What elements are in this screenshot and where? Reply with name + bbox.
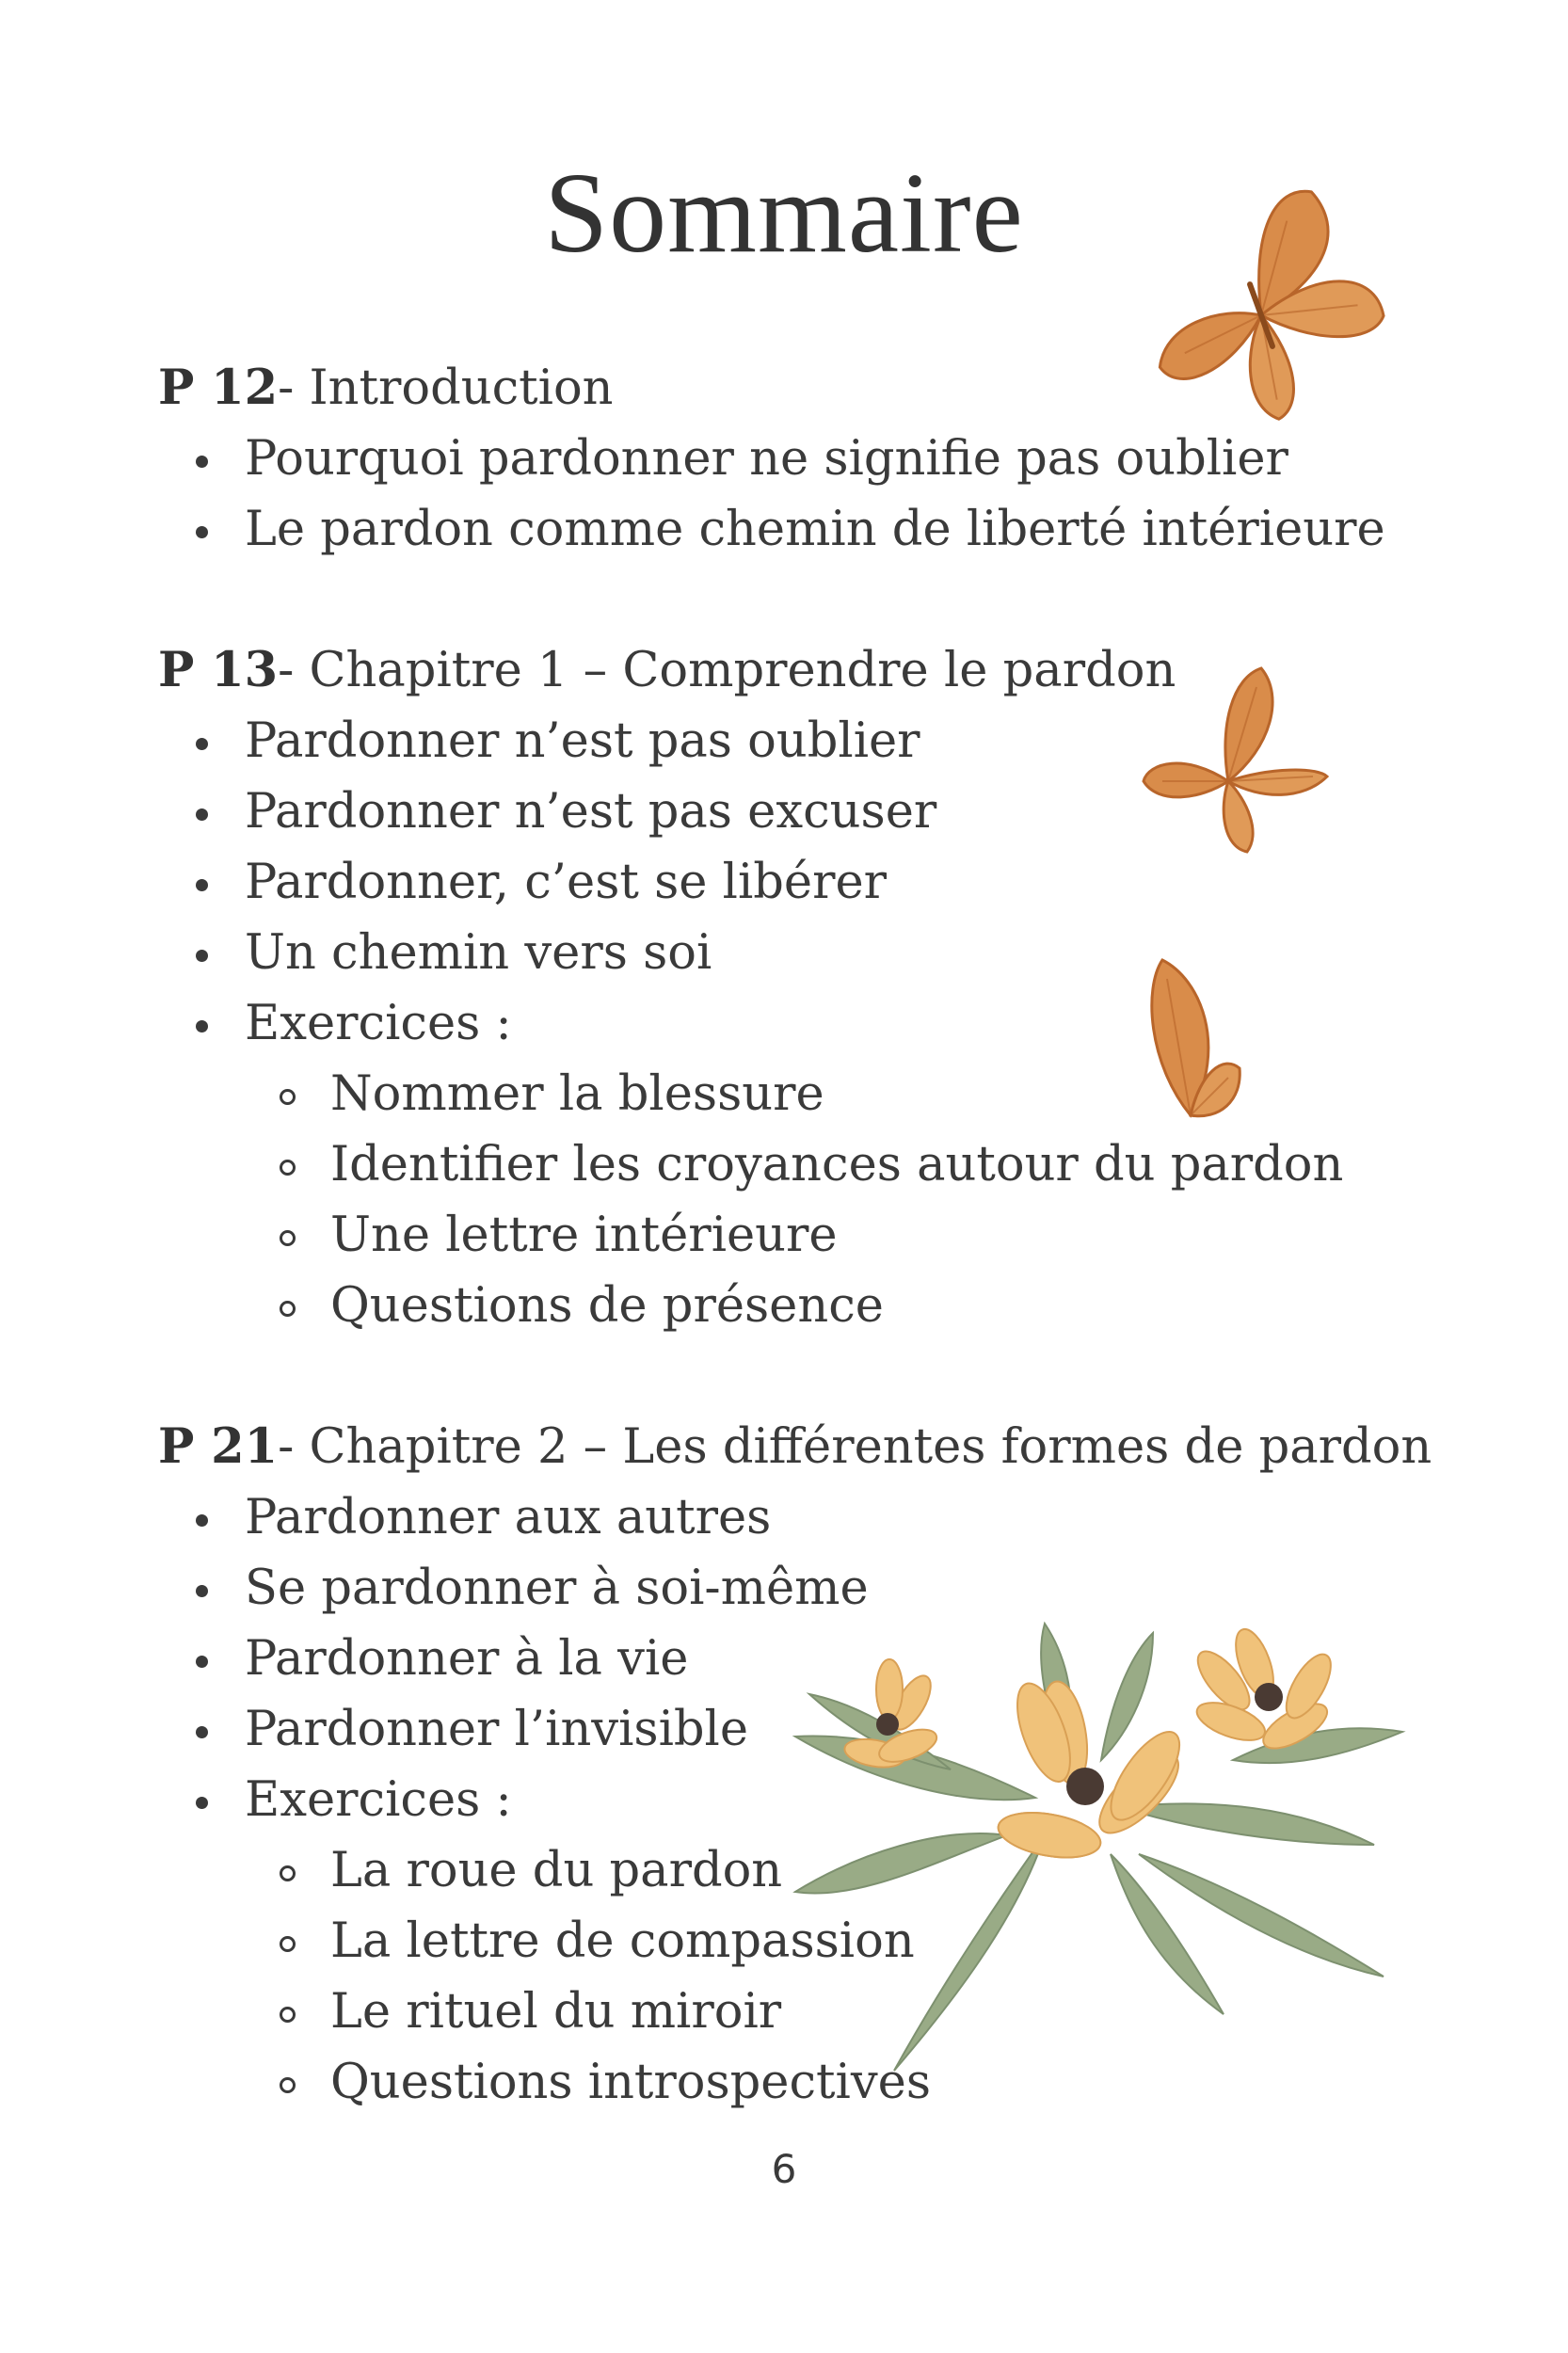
list-item: Exercices :: [158, 988, 1429, 1059]
page-reference: P 13: [158, 642, 279, 698]
section-label: - Chapitre 2 – Les différentes formes de pardon: [278, 1419, 1432, 1475]
exercise-item: Identifier les croyances autour du pardon: [158, 1129, 1429, 1200]
list-item: Pourquoi pardonner ne signifie pas oublier: [158, 424, 1429, 494]
exercise-item: Questions de présence: [158, 1271, 1429, 1341]
list-item: Se pardonner à soi-même: [158, 1553, 1429, 1624]
list-item: Un chemin vers soi: [158, 918, 1429, 988]
list-item: Pardonner à la vie: [158, 1624, 1429, 1694]
exercise-item: Nommer la blessure: [158, 1059, 1429, 1129]
page-title: Sommaire: [544, 150, 1024, 277]
exercise-item: Une lettre intérieure: [158, 1200, 1429, 1271]
page-number: 6: [771, 2146, 797, 2192]
list-item: Pardonner, c’est se libérer: [158, 847, 1429, 918]
exercise-item: La roue du pardon: [158, 1835, 1429, 1906]
list-item: Pardonner aux autres: [158, 1482, 1429, 1553]
page-reference: P 21: [158, 1418, 279, 1475]
section-label: - Introduction: [278, 360, 614, 416]
list-item: Le pardon comme chemin de liberté intérieure: [158, 494, 1429, 565]
list-item: Pardonner n’est pas oublier: [158, 706, 1429, 776]
toc-section: [158, 635, 1429, 1341]
list-item: Pardonner n’est pas excuser: [158, 776, 1429, 847]
exercise-item: La lettre de compassion: [158, 1906, 1429, 1977]
section-heading[interactable]: [158, 1412, 1432, 1482]
page-reference: P 12: [158, 360, 279, 416]
exercise-item: Questions introspectives: [158, 2047, 1429, 2118]
exercise-item: Le rituel du miroir: [158, 1977, 1429, 2047]
table-of-contents: [158, 353, 1432, 2188]
section-heading[interactable]: [158, 635, 1429, 706]
section-label: - Chapitre 1 – Comprendre le pardon: [278, 643, 1176, 698]
toc-section: [158, 1412, 1432, 2118]
list-item: Pardonner l’invisible: [158, 1694, 1429, 1765]
toc-section: [158, 353, 1429, 565]
list-item: Exercices :: [158, 1765, 1429, 1835]
section-heading[interactable]: [158, 353, 1429, 424]
